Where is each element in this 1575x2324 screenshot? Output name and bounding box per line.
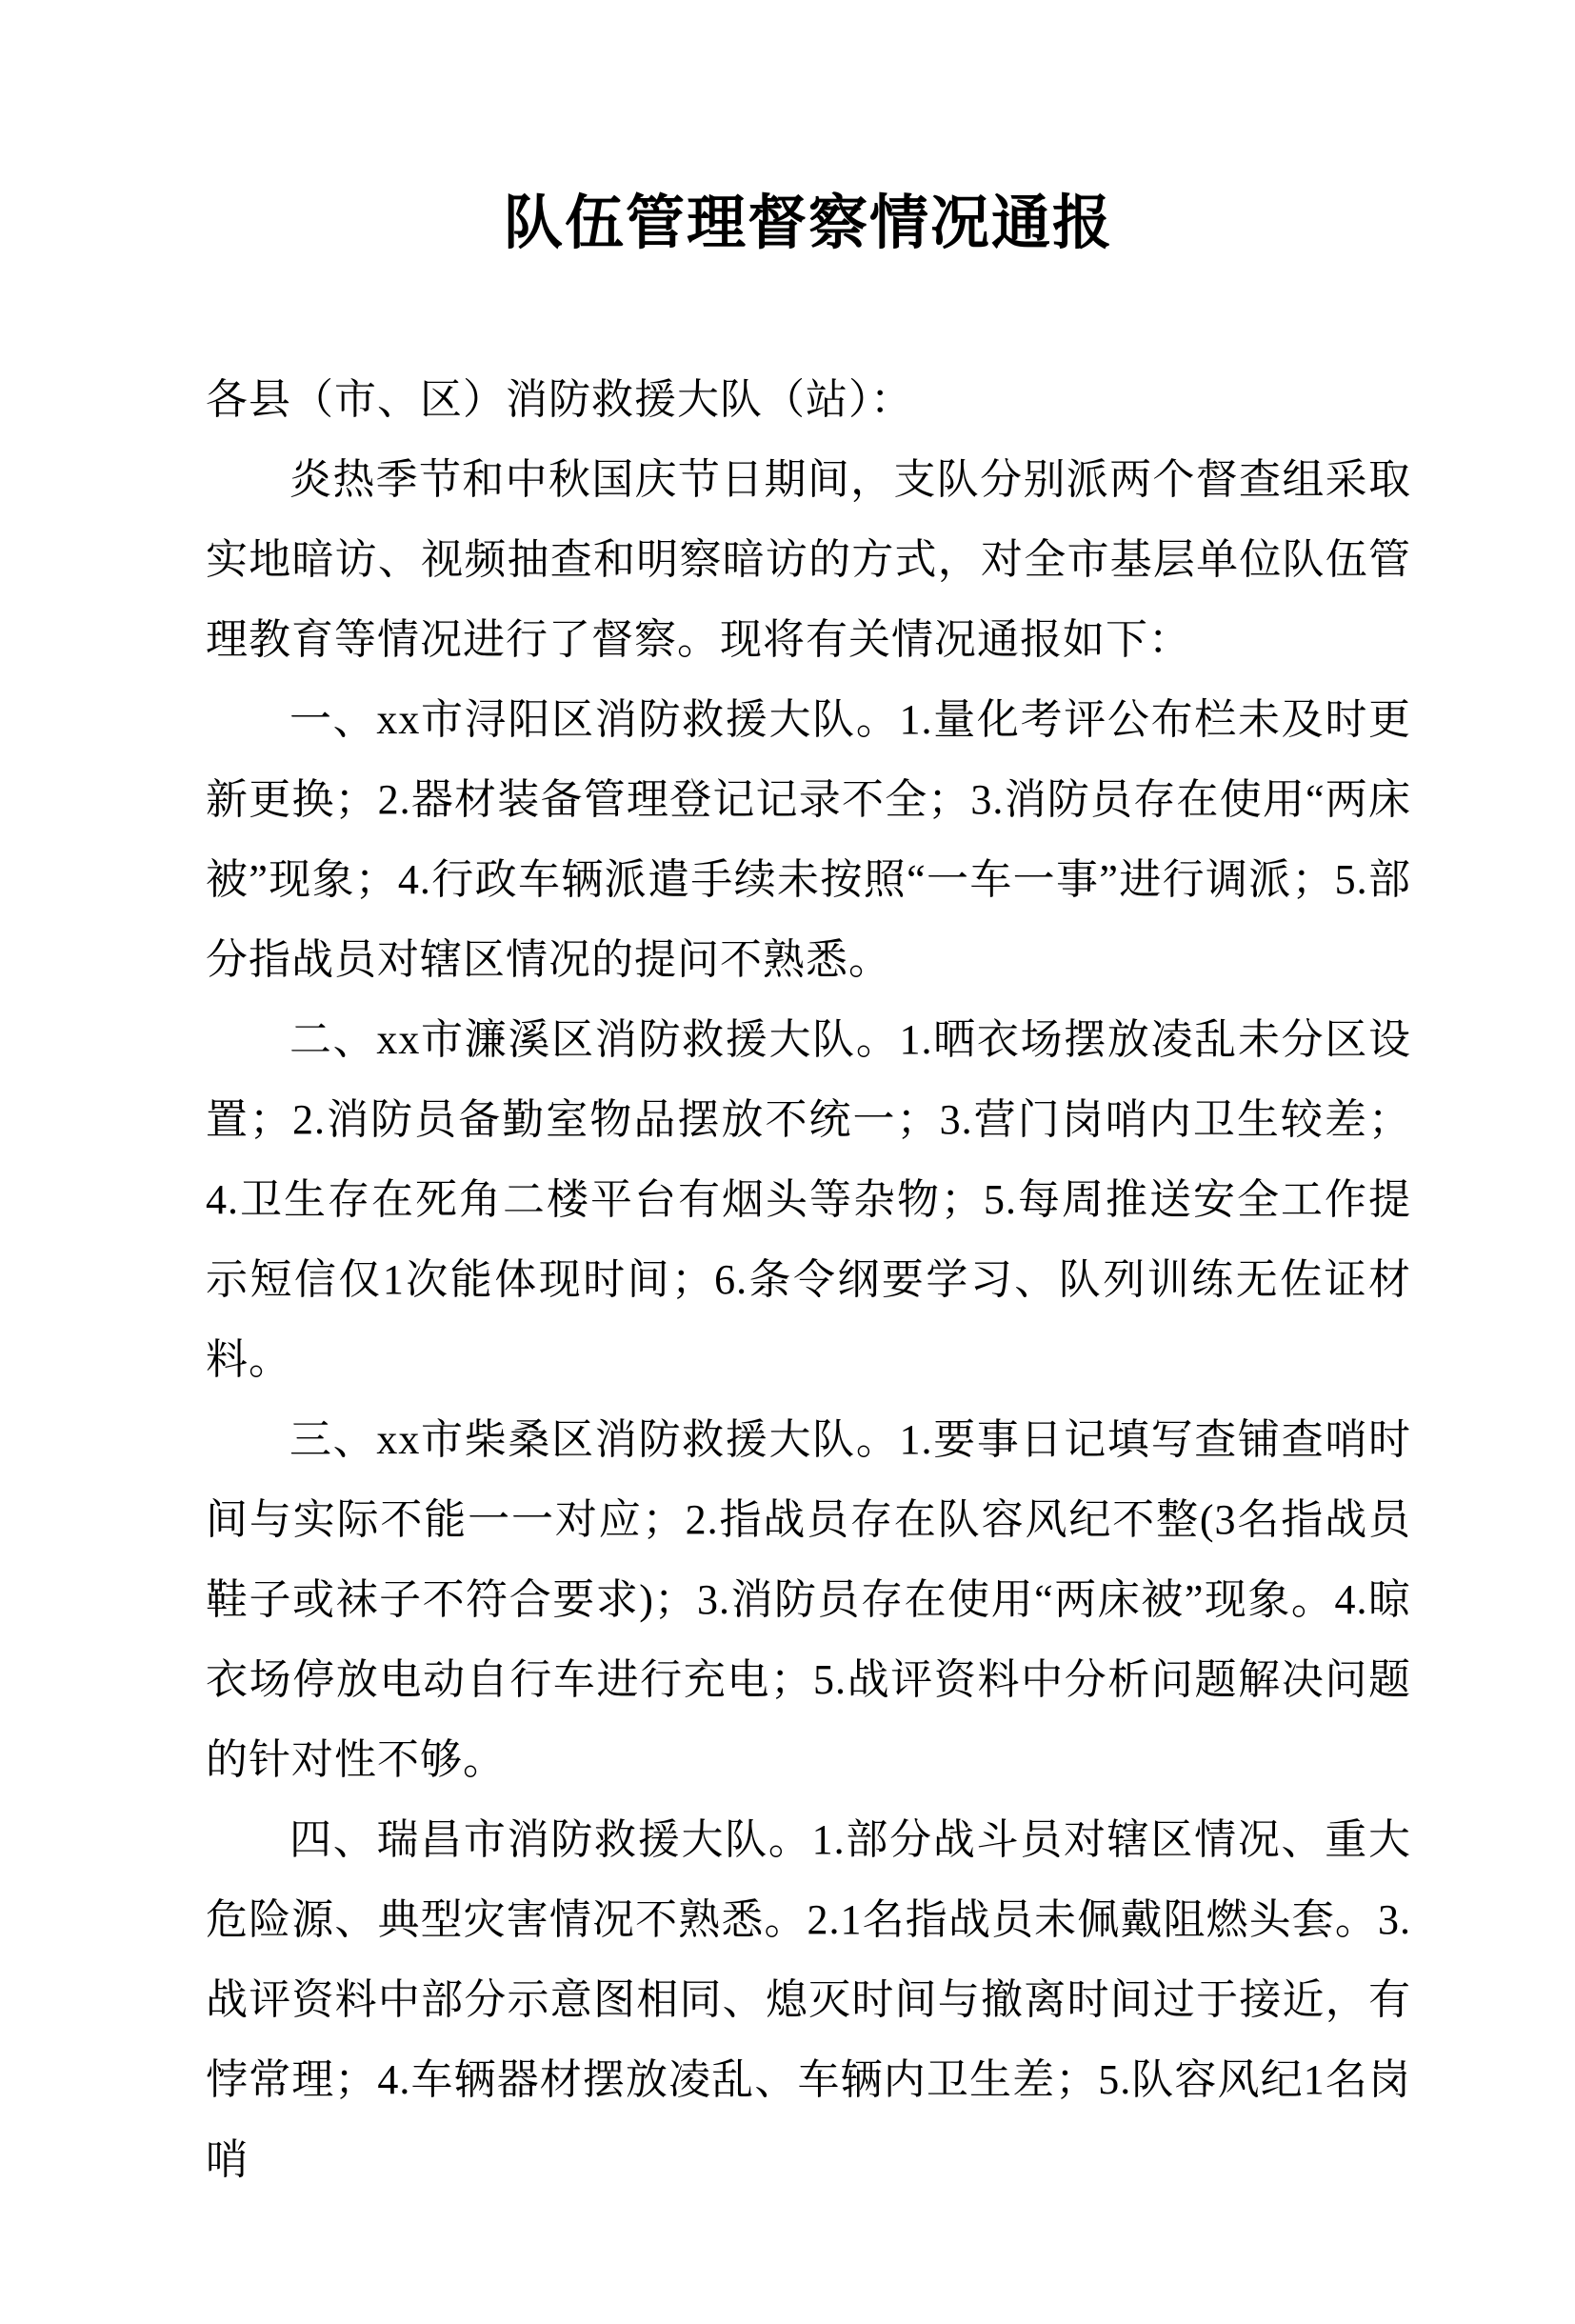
paragraph-section-4: 四、瑞昌市消防救援大队。1.部分战斗员对辖区情况、重大危险源、典型灾害情况不熟悉。2.1名指战员未佩戴阻燃头套。3.战评资料中部分示意图相同、熄灭时间与撤离时间过于接近，有悖常理；4.车辆器材摆放凌乱、车辆内卫生差；5.队容风纪1名岗哨 bbox=[206, 1816, 1411, 2184]
salutation-line: 各县（市、区）消防救援大队（站）： bbox=[206, 376, 913, 424]
document-title: 队伍管理督察情况通报 bbox=[503, 190, 1113, 256]
paragraph-section-1: 一、xx市浔阳区消防救援大队。1.量化考评公布栏未及时更新更换；2.器材装备管理登记记录不全；3.消防员存在使用“两床被”现象；4.行政车辆派遣手续未按照“一车一事”进行调派；5.部分指战员对辖区情况的提问不熟悉。 bbox=[206, 696, 1411, 984]
paragraph-section-3: 三、xx市柴桑区消防救援大队。1.要事日记填写查铺查哨时间与实际不能一一对应；2.指战员存在队容风纪不整(3名指战员鞋子或袜子不符合要求)；3.消防员存在使用“两床被”现象。4.晾衣场停放电动自行车进行充电；5.战评资料中分析问题解决问题的针对性不够。 bbox=[206, 1416, 1411, 1784]
document-body bbox=[206, 360, 1411, 2200]
paragraph-intro: 炎热季节和中秋国庆节日期间，支队分别派两个督查组采取实地暗访、视频抽查和明察暗访的方式，对全市基层单位队伍管理教育等情况进行了督察。现将有关情况通报如下： bbox=[206, 456, 1411, 664]
paragraph-section-2: 二、xx市濂溪区消防救援大队。1.晒衣场摆放凌乱未分区设置；2.消防员备勤室物品摆放不统一；3.营门岗哨内卫生较差；4.卫生存在死角二楼平台有烟头等杂物；5.每周推送安全工作提示短信仅1次能体现时间；6.条令纲要学习、队列训练无佐证材料。 bbox=[206, 1016, 1411, 1384]
